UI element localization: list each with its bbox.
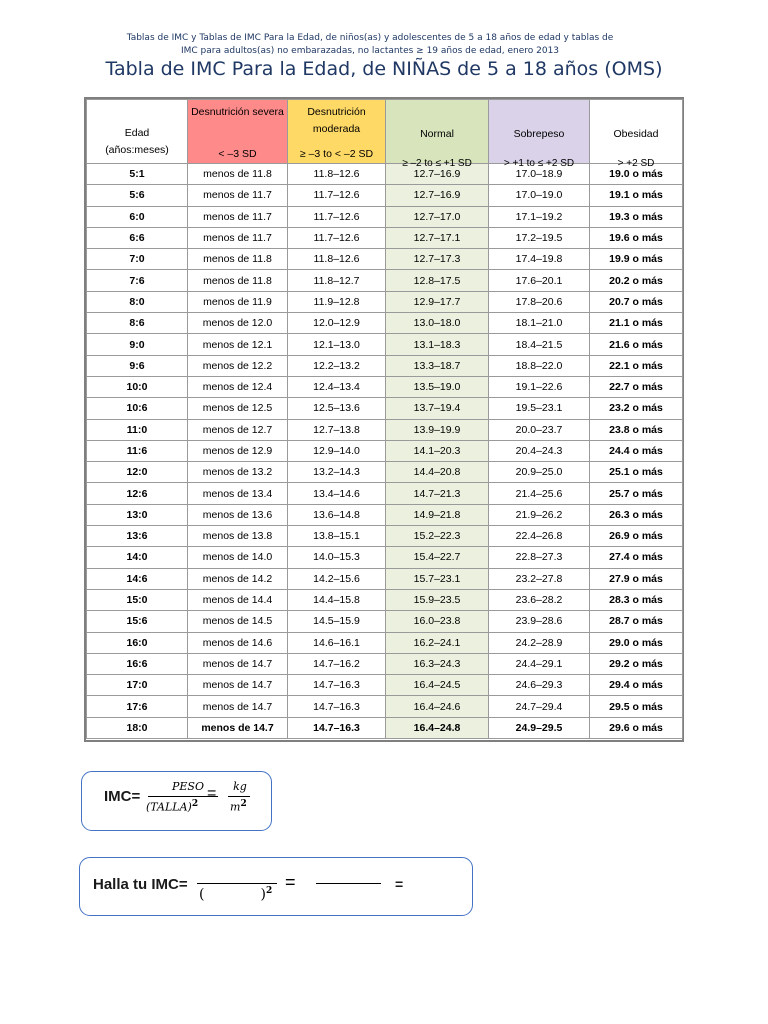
cell-severe: menos de 14.7 <box>188 717 288 738</box>
cell-normal: 16.4–24.6 <box>386 696 489 717</box>
header-moderate-range: ≥ –3 to < –2 SD <box>299 148 374 160</box>
table-row <box>87 568 683 589</box>
cell-moderate: 14.7–16.3 <box>288 717 386 738</box>
cell-overweight: 18.1–21.0 <box>489 313 590 334</box>
cell-obesity: 23.2 o más <box>590 398 683 419</box>
cell-overweight: 18.4–21.5 <box>489 334 590 355</box>
header-obesity <box>590 100 683 169</box>
table-row <box>87 547 683 568</box>
table-row <box>87 611 683 632</box>
cell-obesity: 19.1 o más <box>590 185 683 206</box>
cell-normal: 14.1–20.3 <box>386 440 489 461</box>
cell-obesity: 25.1 o más <box>590 462 683 483</box>
table-row <box>87 270 683 291</box>
table-row <box>87 526 683 547</box>
cell-age: 17:6 <box>87 696 188 717</box>
cell-moderate: 11.7–12.6 <box>288 185 386 206</box>
cell-age: 6:0 <box>87 206 188 227</box>
cell-normal: 12.7–16.9 <box>386 164 489 185</box>
cell-severe: menos de 14.4 <box>188 589 288 610</box>
formula-unit-den-text: m <box>230 800 241 814</box>
cell-severe: menos de 14.6 <box>188 632 288 653</box>
cell-severe: menos de 14.2 <box>188 568 288 589</box>
cell-obesity: 29.6 o más <box>590 717 683 738</box>
cell-normal: 12.7–17.3 <box>386 249 489 270</box>
cell-obesity: 20.2 o más <box>590 270 683 291</box>
table-row <box>87 653 683 674</box>
table-row <box>87 206 683 227</box>
cell-severe: menos de 11.9 <box>188 291 288 312</box>
header-age-label: Edad <box>124 126 150 139</box>
cell-severe: menos de 12.7 <box>188 419 288 440</box>
table-row <box>87 462 683 483</box>
table-row <box>87 696 683 717</box>
cell-age: 7:0 <box>87 249 188 270</box>
formula-unit-exponent: 2 <box>240 799 247 809</box>
cell-moderate: 12.0–12.9 <box>288 313 386 334</box>
header-normal-range: ≥ –2 to ≤ +1 SD <box>402 158 472 169</box>
cell-normal: 15.7–23.1 <box>386 568 489 589</box>
cell-overweight: 17.6–20.1 <box>489 270 590 291</box>
table-row <box>87 249 683 270</box>
cell-obesity: 28.3 o más <box>590 589 683 610</box>
cell-severe: menos de 12.5 <box>188 398 288 419</box>
cell-overweight: 24.6–29.3 <box>489 675 590 696</box>
cell-age: 16:0 <box>87 632 188 653</box>
cell-age: 13:6 <box>87 526 188 547</box>
table-row <box>87 440 683 461</box>
bmi-formula-box <box>81 771 272 831</box>
cell-severe: menos de 12.0 <box>188 313 288 334</box>
cell-overweight: 19.1–22.6 <box>489 376 590 397</box>
cell-age: 8:0 <box>87 291 188 312</box>
cell-overweight: 24.4–29.1 <box>489 653 590 674</box>
cell-overweight: 17.0–18.9 <box>489 164 590 185</box>
table-row <box>87 185 683 206</box>
cell-severe: menos de 14.7 <box>188 696 288 717</box>
cell-age: 12:0 <box>87 462 188 483</box>
table-row <box>87 589 683 610</box>
header-obesity-label: Obesidad <box>613 128 659 140</box>
header-overweight-label: Sobrepeso <box>513 128 565 140</box>
exercise-den-close: ) <box>260 886 266 903</box>
caption-line-1: Tablas de IMC y Tablas de IMC Para la Edad, de niños(as) y adolescentes de 5 a 18 años de edad y tablas de <box>126 33 614 43</box>
cell-overweight: 24.2–28.9 <box>489 632 590 653</box>
cell-normal: 12.7–16.9 <box>386 185 489 206</box>
cell-normal: 12.9–17.7 <box>386 291 489 312</box>
cell-moderate: 14.7–16.3 <box>288 696 386 717</box>
bmi-table <box>86 99 683 739</box>
cell-moderate: 14.5–15.9 <box>288 611 386 632</box>
cell-severe: menos de 13.6 <box>188 504 288 525</box>
cell-normal: 12.7–17.1 <box>386 227 489 248</box>
cell-obesity: 26.3 o más <box>590 504 683 525</box>
cell-obesity: 29.0 o más <box>590 632 683 653</box>
table-row <box>87 291 683 312</box>
cell-normal: 13.9–19.9 <box>386 419 489 440</box>
cell-overweight: 17.8–20.6 <box>489 291 590 312</box>
cell-normal: 15.9–23.5 <box>386 589 489 610</box>
cell-age: 18:0 <box>87 717 188 738</box>
cell-overweight: 17.4–19.8 <box>489 249 590 270</box>
table-row <box>87 675 683 696</box>
cell-normal: 15.4–22.7 <box>386 547 489 568</box>
cell-normal: 13.3–18.7 <box>386 355 489 376</box>
exercise-exponent: 2 <box>265 886 273 896</box>
cell-overweight: 18.8–22.0 <box>489 355 590 376</box>
cell-obesity: 19.3 o más <box>590 206 683 227</box>
cell-moderate: 11.8–12.6 <box>288 164 386 185</box>
cell-moderate: 12.1–13.0 <box>288 334 386 355</box>
cell-normal: 14.7–21.3 <box>386 483 489 504</box>
table-row <box>87 398 683 419</box>
formula-unit-den <box>230 799 247 814</box>
cell-moderate: 12.4–13.4 <box>288 376 386 397</box>
cell-age: 9:6 <box>87 355 188 376</box>
cell-severe: menos de 12.1 <box>188 334 288 355</box>
cell-age: 7:6 <box>87 270 188 291</box>
cell-age: 10:0 <box>87 376 188 397</box>
cell-age: 5:6 <box>87 185 188 206</box>
cell-age: 5:1 <box>87 164 188 185</box>
formula-equals: = <box>207 785 217 802</box>
cell-moderate: 11.8–12.7 <box>288 270 386 291</box>
cell-normal: 16.2–24.1 <box>386 632 489 653</box>
cell-age: 8:6 <box>87 313 188 334</box>
formula-exponent: 2 <box>191 799 199 809</box>
cell-moderate: 14.7–16.2 <box>288 653 386 674</box>
cell-obesity: 22.1 o más <box>590 355 683 376</box>
exercise-equals-2: = <box>395 876 404 892</box>
table-row <box>87 227 683 248</box>
cell-obesity: 29.2 o más <box>590 653 683 674</box>
cell-moderate: 11.9–12.8 <box>288 291 386 312</box>
cell-moderate: 13.6–14.8 <box>288 504 386 525</box>
table-row <box>87 376 683 397</box>
cell-overweight: 24.9–29.5 <box>489 717 590 738</box>
table-header-row <box>87 100 683 164</box>
cell-obesity: 19.6 o más <box>590 227 683 248</box>
cell-overweight: 24.7–29.4 <box>489 696 590 717</box>
cell-age: 12:6 <box>87 483 188 504</box>
cell-overweight: 22.8–27.3 <box>489 547 590 568</box>
exercise-result-blank[interactable] <box>316 883 381 884</box>
cell-severe: menos de 11.8 <box>188 249 288 270</box>
cell-obesity: 26.9 o más <box>590 526 683 547</box>
cell-moderate: 11.8–12.6 <box>288 249 386 270</box>
exercise-label: Halla tu IMC= <box>93 876 188 893</box>
cell-moderate: 12.2–13.2 <box>288 355 386 376</box>
header-normal-label: Normal <box>420 128 454 140</box>
cell-obesity: 24.4 o más <box>590 440 683 461</box>
exercise-den-open: ( <box>199 886 205 903</box>
cell-normal: 14.9–21.8 <box>386 504 489 525</box>
cell-obesity: 20.7 o más <box>590 291 683 312</box>
cell-severe: menos de 11.7 <box>188 185 288 206</box>
cell-age: 17:0 <box>87 675 188 696</box>
header-severe <box>188 100 288 164</box>
header-age-sub: (años:meses) <box>105 143 169 156</box>
cell-obesity: 21.1 o más <box>590 313 683 334</box>
cell-normal: 14.4–20.8 <box>386 462 489 483</box>
cell-age: 14:0 <box>87 547 188 568</box>
formula-numerator: PESO <box>172 780 204 793</box>
cell-overweight: 17.1–19.2 <box>489 206 590 227</box>
cell-severe: menos de 11.7 <box>188 227 288 248</box>
cell-age: 14:6 <box>87 568 188 589</box>
header-age <box>87 100 188 164</box>
cell-overweight: 23.2–27.8 <box>489 568 590 589</box>
cell-moderate: 11.7–12.6 <box>288 206 386 227</box>
cell-severe: menos de 11.7 <box>188 206 288 227</box>
cell-severe: menos de 14.0 <box>188 547 288 568</box>
cell-moderate: 14.7–16.3 <box>288 675 386 696</box>
cell-overweight: 23.9–28.6 <box>489 611 590 632</box>
cell-severe: menos de 13.2 <box>188 462 288 483</box>
cell-obesity: 22.7 o más <box>590 376 683 397</box>
table-row <box>87 334 683 355</box>
cell-moderate: 13.4–14.6 <box>288 483 386 504</box>
cell-severe: menos de 13.8 <box>188 526 288 547</box>
cell-obesity: 27.9 o más <box>590 568 683 589</box>
cell-overweight: 19.5–23.1 <box>489 398 590 419</box>
cell-age: 16:6 <box>87 653 188 674</box>
table-row <box>87 483 683 504</box>
cell-obesity: 21.6 o más <box>590 334 683 355</box>
cell-obesity: 29.4 o más <box>590 675 683 696</box>
cell-age: 15:0 <box>87 589 188 610</box>
cell-obesity: 19.9 o más <box>590 249 683 270</box>
table-row <box>87 419 683 440</box>
exercise-equals: = <box>285 872 296 892</box>
cell-moderate: 13.8–15.1 <box>288 526 386 547</box>
cell-age: 10:6 <box>87 398 188 419</box>
cell-severe: menos de 11.8 <box>188 164 288 185</box>
cell-normal: 16.3–24.3 <box>386 653 489 674</box>
header-overweight-range: > +1 to ≤ +2 SD <box>503 158 575 169</box>
cell-age: 13:0 <box>87 504 188 525</box>
cell-overweight: 20.4–24.3 <box>489 440 590 461</box>
cell-severe: menos de 12.2 <box>188 355 288 376</box>
formula-unit-num: kg <box>233 780 247 793</box>
cell-severe: menos de 14.7 <box>188 675 288 696</box>
bmi-exercise-box <box>79 857 473 916</box>
table-row <box>87 504 683 525</box>
formula-denominator <box>146 799 198 814</box>
cell-age: 6:6 <box>87 227 188 248</box>
cell-overweight: 21.4–25.6 <box>489 483 590 504</box>
table-body <box>87 164 683 739</box>
header-moderate-label: Desnutrición moderada <box>307 106 366 135</box>
cell-age: 15:6 <box>87 611 188 632</box>
formula-label: IMC= <box>104 788 141 805</box>
cell-age: 11:0 <box>87 419 188 440</box>
cell-overweight: 17.2–19.5 <box>489 227 590 248</box>
cell-moderate: 14.2–15.6 <box>288 568 386 589</box>
cell-severe: menos de 13.4 <box>188 483 288 504</box>
header-normal <box>386 100 489 169</box>
cell-moderate: 14.6–16.1 <box>288 632 386 653</box>
cell-overweight: 20.0–23.7 <box>489 419 590 440</box>
cell-obesity: 28.7 o más <box>590 611 683 632</box>
header-moderate <box>288 100 386 164</box>
table-row <box>87 632 683 653</box>
cell-normal: 15.2–22.3 <box>386 526 489 547</box>
cell-obesity: 23.8 o más <box>590 419 683 440</box>
cell-normal: 12.7–17.0 <box>386 206 489 227</box>
cell-overweight: 17.0–19.0 <box>489 185 590 206</box>
cell-normal: 16.4–24.8 <box>386 717 489 738</box>
cell-obesity: 19.0 o más <box>590 164 683 185</box>
header-severe-label: Desnutrición severa <box>191 106 284 118</box>
cell-severe: menos de 11.8 <box>188 270 288 291</box>
table-row <box>87 355 683 376</box>
cell-obesity: 29.5 o más <box>590 696 683 717</box>
document-caption <box>120 32 620 58</box>
cell-normal: 13.0–18.0 <box>386 313 489 334</box>
cell-age: 11:6 <box>87 440 188 461</box>
cell-normal: 13.7–19.4 <box>386 398 489 419</box>
header-obesity-range: > +2 SD <box>617 158 655 169</box>
cell-age: 9:0 <box>87 334 188 355</box>
cell-moderate: 11.7–12.6 <box>288 227 386 248</box>
caption-line-2: IMC para adultos(as) no embarazadas, no lactantes ≥ 19 años de edad, enero 2013 <box>180 46 560 56</box>
cell-overweight: 20.9–25.0 <box>489 462 590 483</box>
exercise-numerator-blank[interactable] <box>197 883 277 884</box>
cell-obesity: 27.4 o más <box>590 547 683 568</box>
cell-severe: menos de 12.4 <box>188 376 288 397</box>
cell-overweight: 22.4–26.8 <box>489 526 590 547</box>
cell-overweight: 21.9–26.2 <box>489 504 590 525</box>
cell-severe: menos de 14.7 <box>188 653 288 674</box>
header-overweight <box>489 100 590 169</box>
cell-moderate: 12.7–13.8 <box>288 419 386 440</box>
cell-moderate: 12.5–13.6 <box>288 398 386 419</box>
table-row <box>87 717 683 738</box>
cell-normal: 16.4–24.5 <box>386 675 489 696</box>
formula-denominator-text: (TALLA) <box>146 800 192 814</box>
page-title: Tabla de IMC Para la Edad, de NIÑAS de 5 a 18 años (OMS) <box>105 58 663 80</box>
cell-obesity: 25.7 o más <box>590 483 683 504</box>
cell-severe: menos de 12.9 <box>188 440 288 461</box>
cell-severe: menos de 14.5 <box>188 611 288 632</box>
exercise-denominator <box>199 886 272 903</box>
cell-normal: 13.1–18.3 <box>386 334 489 355</box>
cell-moderate: 12.9–14.0 <box>288 440 386 461</box>
cell-moderate: 14.4–15.8 <box>288 589 386 610</box>
cell-overweight: 23.6–28.2 <box>489 589 590 610</box>
cell-normal: 16.0–23.8 <box>386 611 489 632</box>
cell-normal: 13.5–19.0 <box>386 376 489 397</box>
table-row <box>87 313 683 334</box>
cell-moderate: 13.2–14.3 <box>288 462 386 483</box>
cell-moderate: 14.0–15.3 <box>288 547 386 568</box>
formula-unit-line <box>228 796 250 797</box>
cell-normal: 12.8–17.5 <box>386 270 489 291</box>
bmi-table-container <box>84 97 684 742</box>
header-severe-range: < –3 SD <box>218 148 257 160</box>
